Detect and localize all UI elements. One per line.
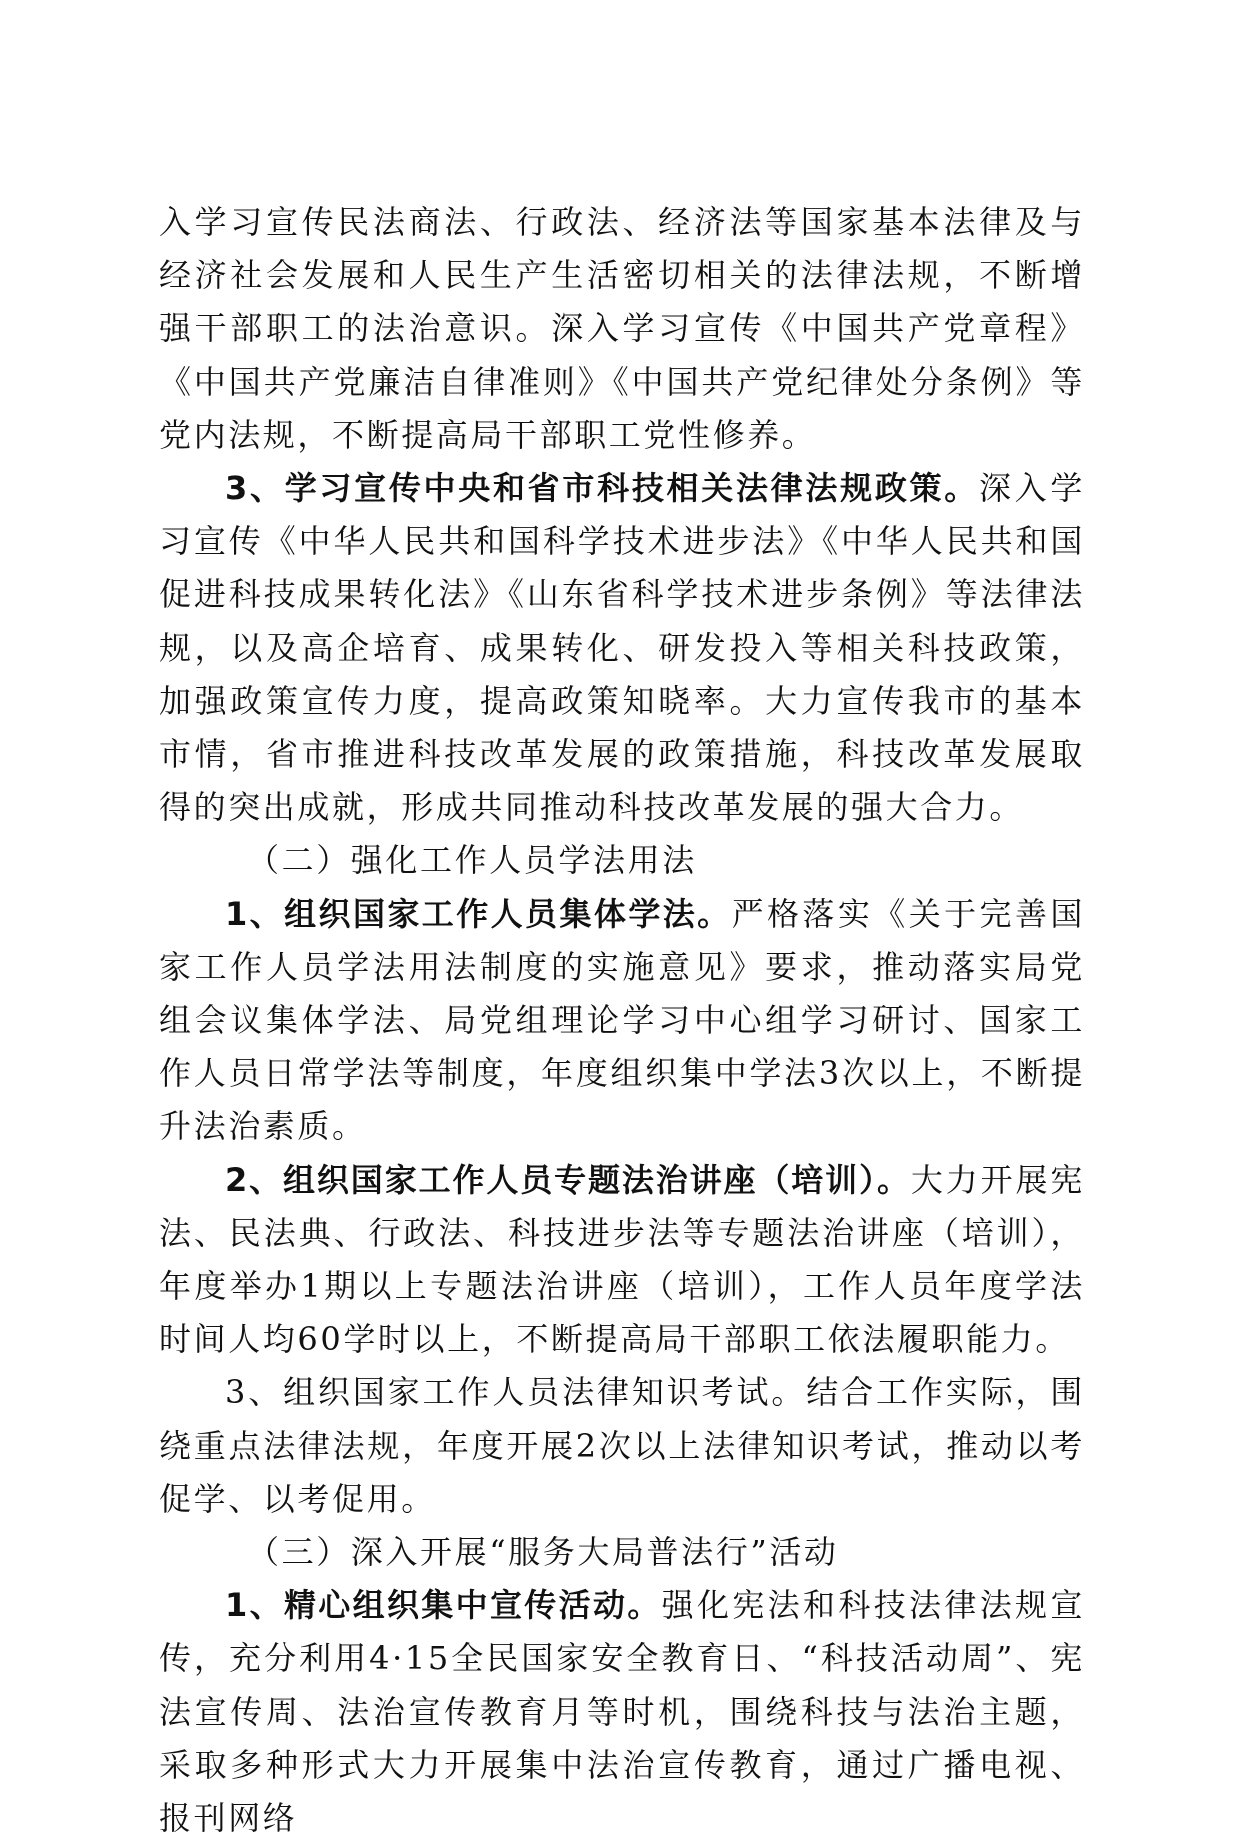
paragraph-continuation <box>159 196 1085 462</box>
paragraph-text: 深入学习宣传《中华人民共和国科学技术进步法》《中华人民共和国促进科技成果转化法》《山东省科学技术进步条例》等法律法规，以及高企培育、成果转化、研发投入等相关科技政策，加强政策宣传力度，提高政策知晓率。大力宣传我市的基本市情，省市推进科技改革发展的政策措施，科技改革发展取得的突出成就，形成共同推动科技改革发展的强大合力。 <box>159 469 1085 827</box>
paragraph-2-lectures <box>159 1154 1085 1367</box>
paragraph-heading: 2、组织国家工作人员专题法治讲座（培训）。 <box>225 1160 911 1199</box>
paragraph-heading: 1、精心组织集中宣传活动。 <box>225 1586 662 1625</box>
paragraph-1-publicity <box>159 1579 1085 1845</box>
paragraph-text: 强化宪法和科技法律法规宣传，充分利用4·15全民国家安全教育日、“科技活动周”、宪法宣传周、法治宣传教育月等时机，围绕科技与法治主题，采取多种形式大力开展集中法治宣传教育，通过广播电视、报刊网络 <box>159 1586 1085 1838</box>
paragraph-text: 严格落实《关于完善国家工作人员学法用法制度的实施意见》要求，推动落实局党组会议集体学法、局党组理论学习中心组学习研讨、国家工作人员日常学法等制度，年度组织集中学法3次以上，不断提升法治素质。 <box>159 894 1085 1146</box>
paragraph-text: 3、组织国家工作人员法律知识考试。结合工作实际，围绕重点法律法规，年度开展2次以上法律知识考试，推动以考促学、以考促用。 <box>159 1373 1085 1518</box>
paragraph-3-policy-promotion <box>159 462 1085 834</box>
section-heading-3: （三）深入开展“服务大局普法行”活动 <box>247 1533 839 1572</box>
document-body <box>159 196 1085 1845</box>
section-heading-2: （二）强化工作人员学法用法 <box>247 841 697 880</box>
paragraph-3-exams <box>159 1366 1085 1526</box>
paragraph-text: 入学习宣传民法商法、行政法、经济法等国家基本法律及与经济社会发展和人民生产生活密切相关的法律法规，不断增强干部职工的法治意识。深入学习宣传《中国共产党章程》《中国共产党廉洁自律准则》《中国共产党纪律处分条例》等党内法规，不断提高局干部职工党性修养。 <box>159 203 1085 454</box>
paragraph-heading: 3、学习宣传中央和省市科技相关法律法规政策。 <box>225 469 979 508</box>
paragraph-heading: 1、组织国家工作人员集体学法。 <box>225 894 732 933</box>
paragraph-1-collective-study <box>159 888 1085 1154</box>
paragraph-text: 大力开展宪法、民法典、行政法、科技进步法等专题法治讲座（培训），年度举办1期以上专题法治讲座（培训），工作人员年度学法时间人均60学时以上，不断提高局干部职工依法履职能力。 <box>159 1160 1085 1359</box>
